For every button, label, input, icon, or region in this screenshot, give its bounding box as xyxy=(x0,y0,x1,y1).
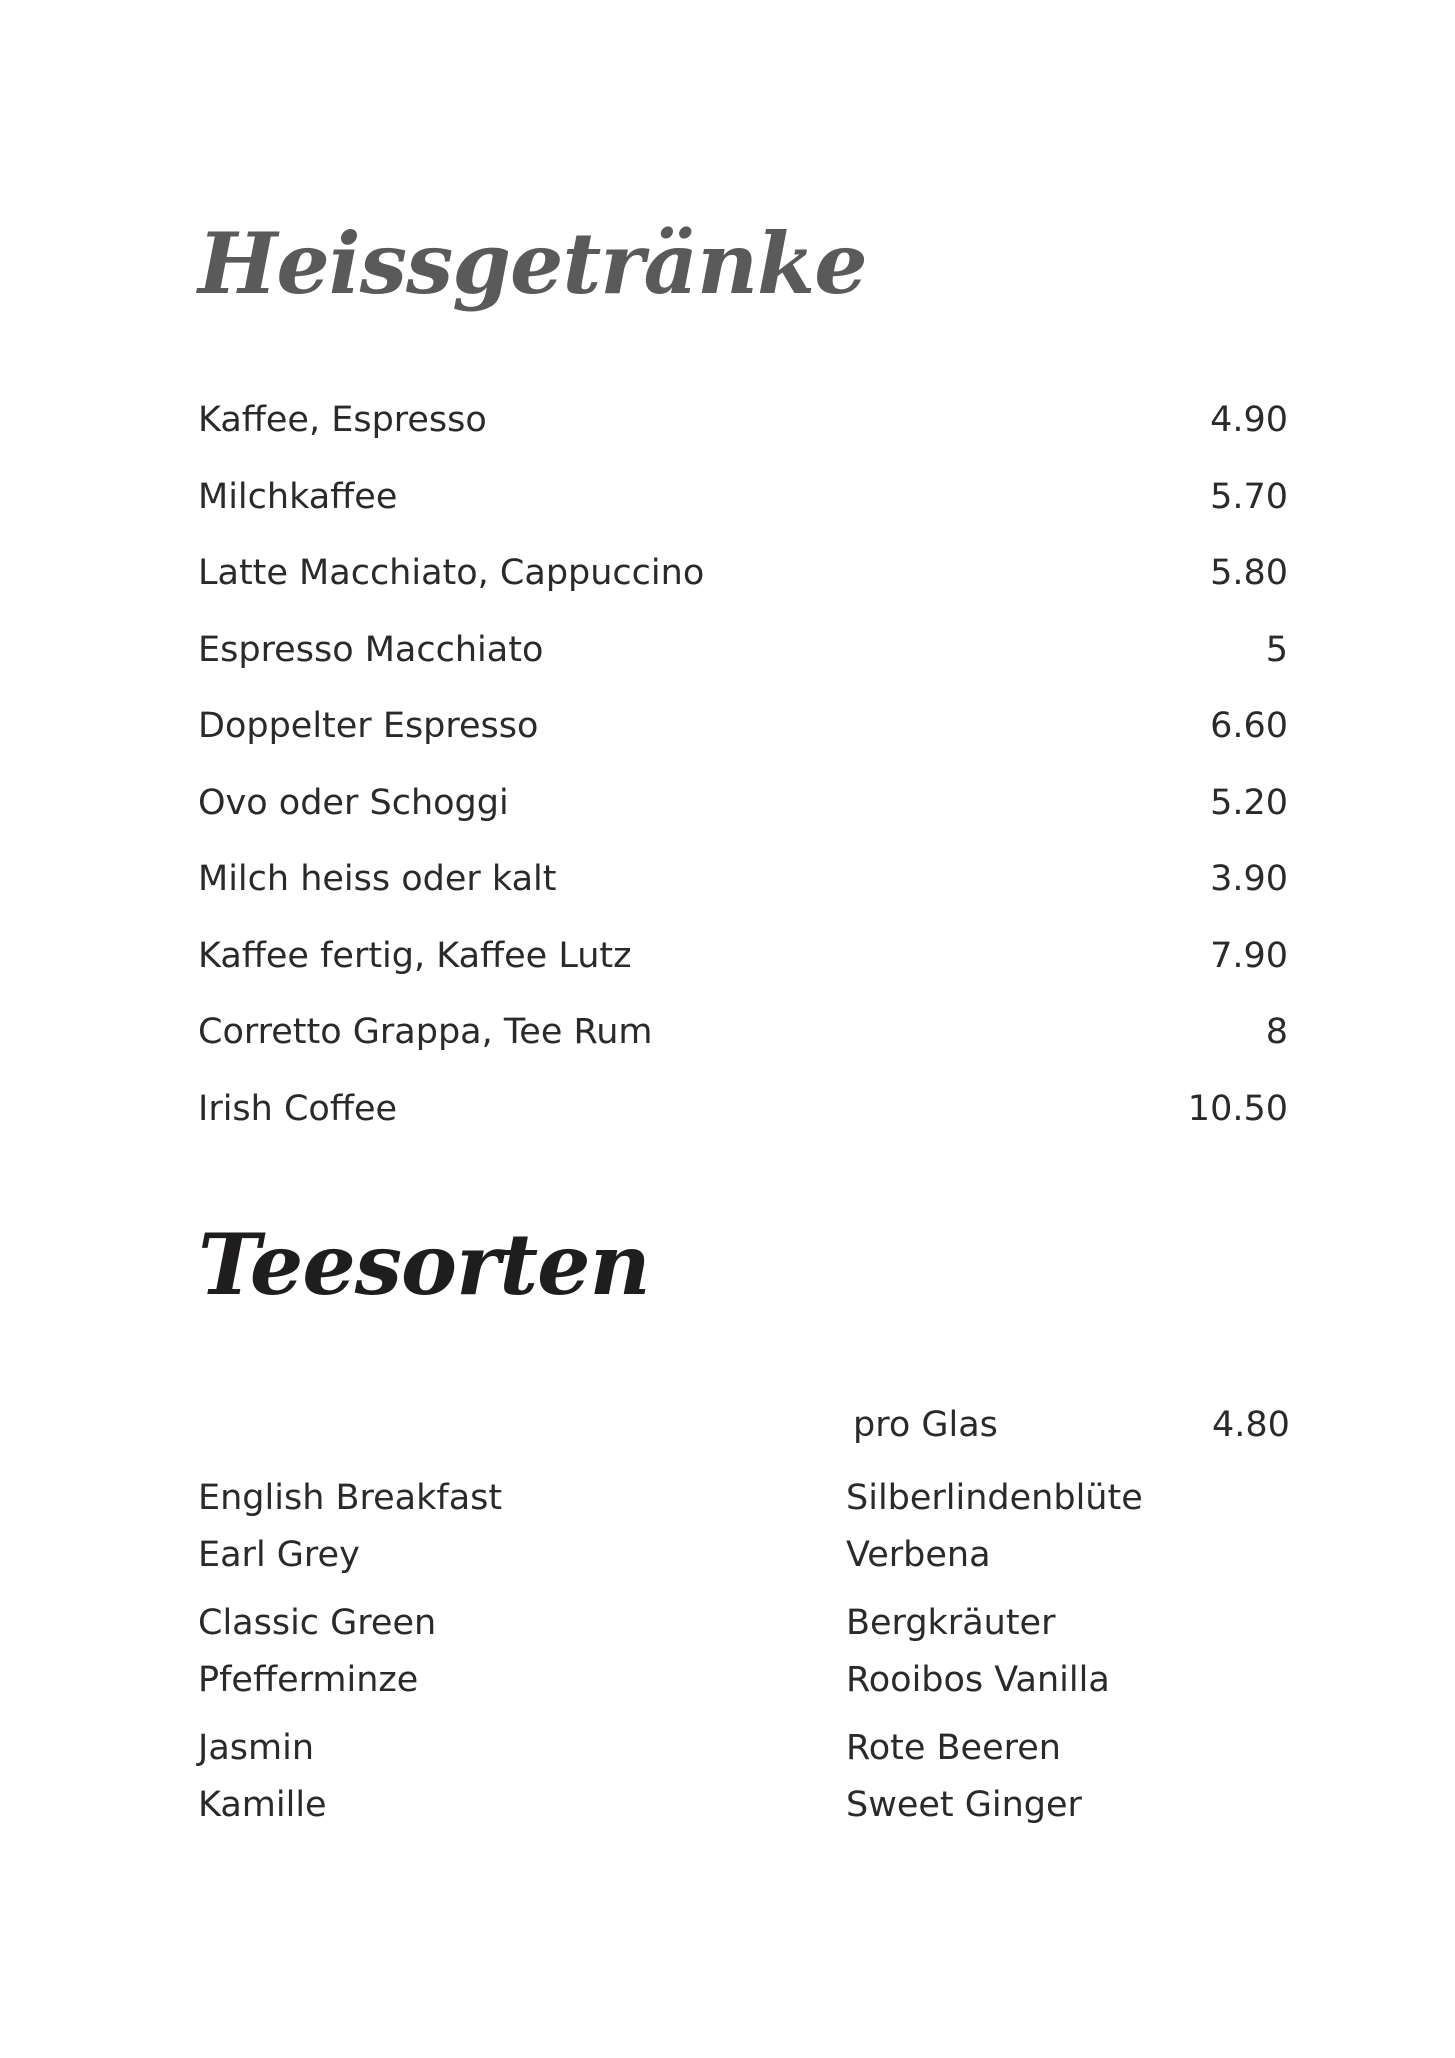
list-item xyxy=(198,467,1288,544)
item-price: 5.70 xyxy=(1210,476,1288,517)
tea-item: Rooibos Vanilla xyxy=(846,1660,1110,1700)
item-name: Corretto Grappa, Tee Rum xyxy=(198,1012,653,1052)
tea-item: Classic Green xyxy=(198,1603,437,1643)
item-price: 5 xyxy=(1265,629,1288,670)
tea-item: Sweet Ginger xyxy=(846,1785,1082,1825)
item-price: 5.20 xyxy=(1210,782,1288,823)
item-price: 4.90 xyxy=(1210,400,1288,440)
list-item xyxy=(198,390,1288,467)
tea-item: Earl Grey xyxy=(198,1535,360,1575)
list-item xyxy=(198,1079,1288,1156)
list-item xyxy=(198,1002,1288,1079)
item-name: Latte Macchiato, Cappuccino xyxy=(198,553,705,593)
list-item xyxy=(198,926,1288,1003)
tea-item: Kamille xyxy=(198,1785,327,1825)
list-item xyxy=(198,696,1288,773)
tea-item: Rote Beeren xyxy=(846,1728,1061,1768)
list-item xyxy=(198,620,1288,697)
item-price: 6.60 xyxy=(1210,706,1288,746)
item-price: 5.80 xyxy=(1210,553,1288,593)
tea-list-right xyxy=(846,1470,1143,1834)
tea-item: Verbena xyxy=(846,1535,991,1575)
tea-item: Jasmin xyxy=(198,1728,315,1768)
list-item xyxy=(198,773,1288,850)
item-price: 3.90 xyxy=(1210,859,1288,899)
item-price: 8 xyxy=(1265,1012,1288,1052)
tea-item: Bergkräuter xyxy=(846,1603,1056,1643)
tea-item: English Breakfast xyxy=(198,1478,503,1518)
item-name: Kaffee, Espresso xyxy=(198,400,487,440)
tea-list-left xyxy=(198,1470,502,1834)
list-item xyxy=(198,849,1288,926)
item-price: 7.90 xyxy=(1210,935,1288,976)
item-name: Irish Coffee xyxy=(198,1088,398,1129)
item-name: Espresso Macchiato xyxy=(198,629,544,670)
hot-drinks-list xyxy=(198,390,1288,1155)
item-name: Kaffee fertig, Kaffee Lutz xyxy=(198,935,632,976)
tea-heading: Teesorten xyxy=(198,1215,650,1314)
tea-item: Pfefferminze xyxy=(198,1660,419,1700)
item-name: Doppelter Espresso xyxy=(198,706,539,746)
hot-drinks-heading: Heissgetränke xyxy=(198,214,867,313)
tea-unit-price: 4.80 xyxy=(1212,1405,1290,1445)
list-item xyxy=(198,543,1288,620)
item-name: Milchkaffee xyxy=(198,476,398,517)
item-price: 10.50 xyxy=(1187,1088,1288,1129)
item-name: Milch heiss oder kalt xyxy=(198,859,557,899)
tea-item: Silberlindenblüte xyxy=(846,1478,1143,1518)
tea-unit-label: pro Glas xyxy=(853,1405,998,1445)
item-name: Ovo oder Schoggi xyxy=(198,782,509,823)
